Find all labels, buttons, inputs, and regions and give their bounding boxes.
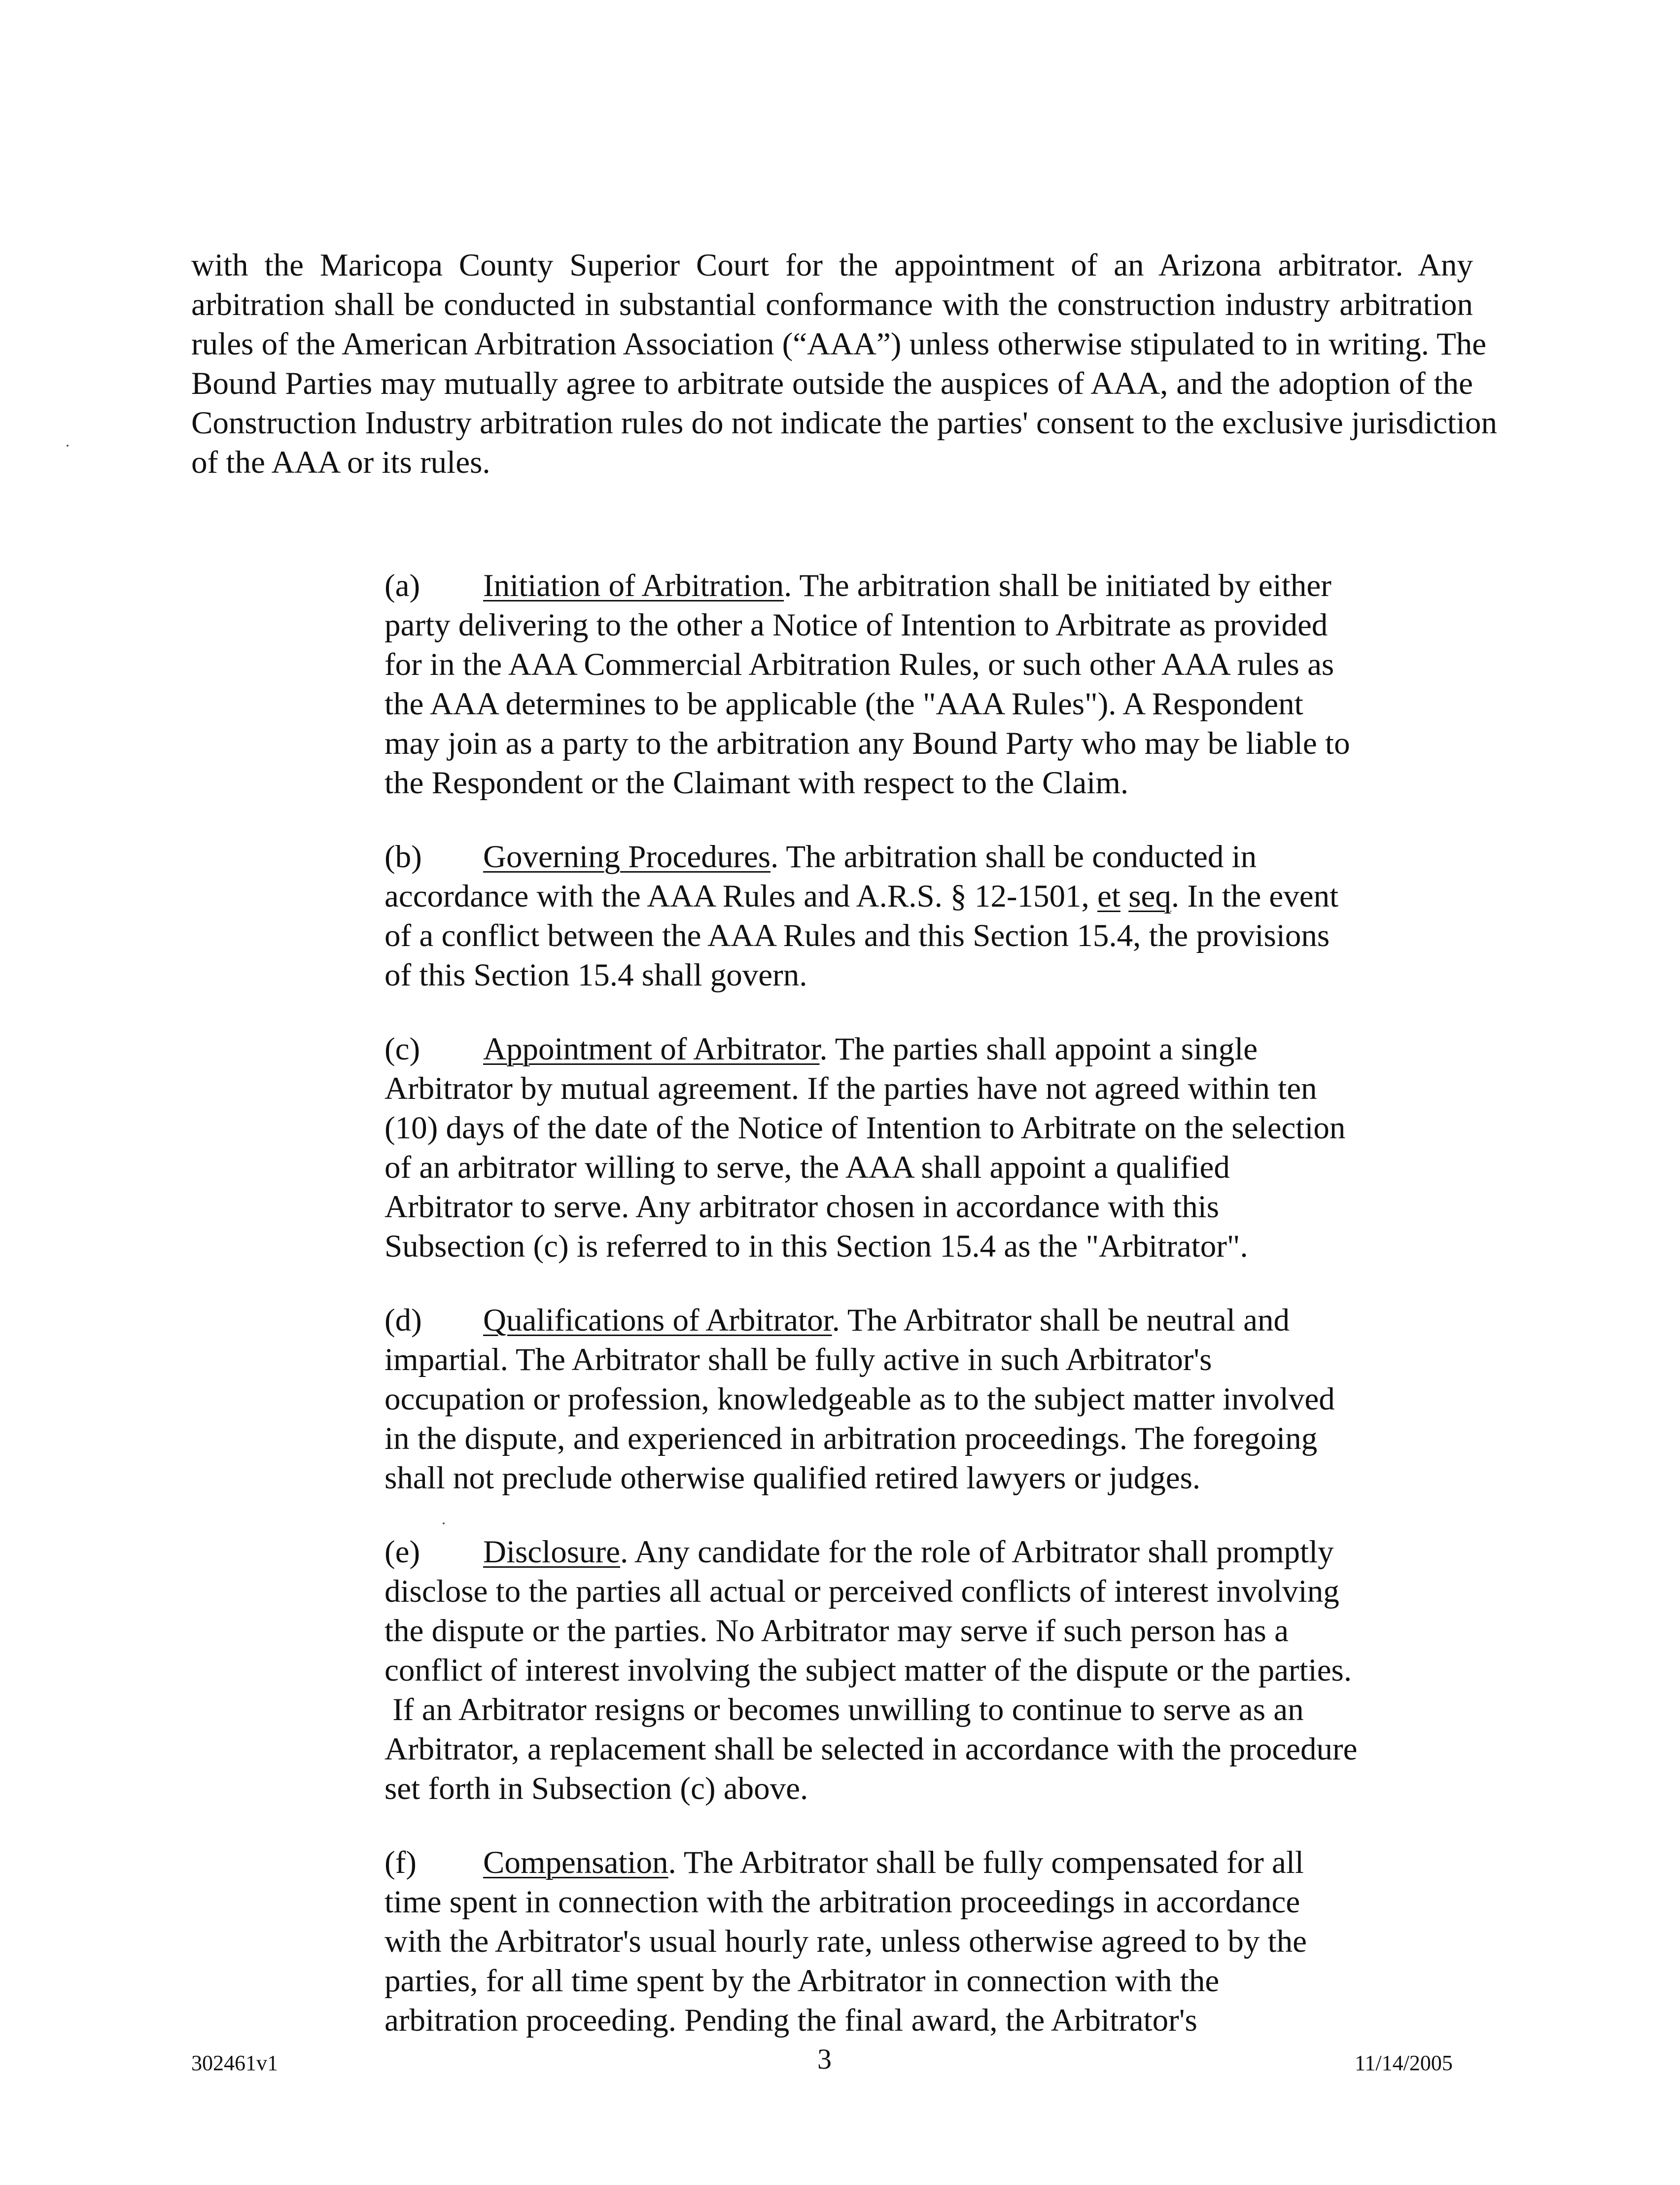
text-line: of a conflict between the AAA Rules and this Section 15.4, the provisions — [385, 918, 1330, 953]
text-line: may join as a party to the arbitration any Bound Party who may be liable to — [385, 726, 1350, 761]
text-line: for in the AAA Commercial Arbitration Rules, or such other AAA rules as — [385, 647, 1334, 682]
text-line: parties, for all time spent by the Arbitrator in connection with the — [385, 1963, 1220, 1999]
text-line: with the Arbitrator's usual hourly rate, unless otherwise agreed to by the — [385, 1924, 1307, 1959]
subsection-heading: Qualifications of Arbitrator — [483, 1303, 832, 1338]
text-line — [385, 837, 1420, 877]
subsection-label: (c) — [385, 1031, 420, 1067]
text-line: of an arbitrator willing to serve, the AAA shall appoint a qualified — [385, 1150, 1230, 1185]
footer-date: 11/14/2005 — [1355, 2051, 1453, 2075]
text-fragment: . The arbitration shall be conducted in — [770, 839, 1257, 875]
subsection-heading: Compensation — [483, 1845, 668, 1880]
text-line: the dispute or the parties. No Arbitrator may serve if such person has a — [385, 1613, 1289, 1649]
text-line: Bound Parties may mutually agree to arbitrate outside the auspices of AAA, and the adoption of the — [191, 366, 1473, 401]
text-line: Construction Industry arbitration rules do not indicate the parties' consent to the exclusive jurisdiction — [191, 405, 1498, 441]
subsection-label: (d) — [385, 1303, 422, 1338]
text-line: Arbitrator, a replacement shall be selected in accordance with the procedure — [385, 1731, 1358, 1767]
text-line: arbitration shall be conducted in substantial conformance with the construction industry arbitration — [191, 287, 1473, 322]
subsection-label: (a) — [385, 568, 420, 603]
text-line: (10) days of the date of the Notice of Intention to Arbitrate on the selection — [385, 1110, 1346, 1146]
text-line — [385, 877, 1420, 916]
subsection-c — [385, 1029, 1420, 1266]
text-line: rules of the American Arbitration Association (“AAA”) unless otherwise stipulated to in writing. The — [191, 326, 1487, 362]
text-line: of the AAA or its rules. — [191, 445, 490, 480]
stray-mark — [443, 1522, 445, 1524]
text-line: with the Maricopa County Superior Court for the appointment of an Arizona arbitrator. Any — [191, 247, 1473, 283]
text-line: Arbitrator by mutual agreement. If the parties have not agreed within ten — [385, 1071, 1317, 1106]
subsection-a — [385, 566, 1420, 803]
text-fragment: . The parties shall appoint a single — [819, 1031, 1258, 1067]
footer-page-number: 3 — [817, 2043, 832, 2075]
text-line — [385, 1029, 1420, 1069]
text-line: the AAA determines to be applicable (the "AAA Rules"). A Respondent — [385, 686, 1303, 722]
subsection-e — [385, 1532, 1420, 1808]
intro-paragraph — [191, 246, 1498, 482]
text-fragment: . The Arbitrator shall be neutral and — [832, 1303, 1290, 1338]
text-line — [385, 1843, 1420, 1882]
subsection-heading: Appointment of Arbitrator — [483, 1031, 820, 1067]
text-line: If an Arbitrator resigns or becomes unwilling to continue to serve as an — [385, 1692, 1304, 1727]
text-fragment: accordance with the AAA Rules and A.R.S. § 12-1501, — [385, 879, 1098, 914]
text-line — [385, 1301, 1420, 1340]
subsection-f — [385, 1843, 1420, 2040]
subsection-label: (b) — [385, 839, 422, 875]
text-line: the Respondent or the Claimant with respect to the Claim. — [385, 765, 1129, 801]
text-line: shall not preclude otherwise qualified retired lawyers or judges. — [385, 1460, 1201, 1496]
text-line — [385, 566, 1420, 605]
subsection-d — [385, 1301, 1420, 1498]
text-line — [385, 1532, 1420, 1572]
text-line: Arbitrator to serve. Any arbitrator chosen in accordance with this — [385, 1189, 1220, 1225]
text-line: in the dispute, and experienced in arbitration proceedings. The foregoing — [385, 1421, 1318, 1456]
subsection-heading: Governing Procedures — [483, 839, 771, 875]
text-line: party delivering to the other a Notice of Intention to Arbitrate as provided — [385, 607, 1328, 643]
subsection-label: (f) — [385, 1845, 417, 1880]
subsection-heading: Disclosure — [483, 1534, 620, 1570]
footer-doc-id: 302461v1 — [191, 2051, 278, 2075]
text-line: occupation or profession, knowledgeable as to the subject matter involved — [385, 1381, 1335, 1417]
text-line: of this Section 15.4 shall govern. — [385, 957, 807, 993]
subsection-b — [385, 837, 1420, 995]
text-fragment: . Any candidate for the role of Arbitrator shall promptly — [620, 1534, 1334, 1570]
citation-seq: seq — [1128, 879, 1171, 914]
text-line: conflict of interest involving the subject matter of the dispute or the parties. — [385, 1653, 1352, 1688]
subsection-heading: Initiation of Arbitration — [483, 568, 784, 603]
citation-et: et — [1097, 879, 1120, 914]
text-fragment: . The Arbitrator shall be fully compensated for all — [668, 1845, 1304, 1880]
text-line: set forth in Subsection (c) above. — [385, 1771, 808, 1806]
text-line: impartial. The Arbitrator shall be fully active in such Arbitrator's — [385, 1342, 1212, 1377]
text-fragment: . The arbitration shall be initiated by either — [784, 568, 1331, 603]
subsection-label: (e) — [385, 1534, 420, 1570]
text-line: arbitration proceeding. Pending the final award, the Arbitrator's — [385, 2003, 1197, 2038]
text-fragment: . In the event — [1171, 879, 1339, 914]
text-line: disclose to the parties all actual or perceived conflicts of interest involving — [385, 1574, 1339, 1609]
text-line: Subsection (c) is referred to in this Section 15.4 as the "Arbitrator". — [385, 1229, 1248, 1264]
text-line: time spent in connection with the arbitration proceedings in accordance — [385, 1884, 1300, 1920]
stray-mark — [67, 445, 69, 447]
